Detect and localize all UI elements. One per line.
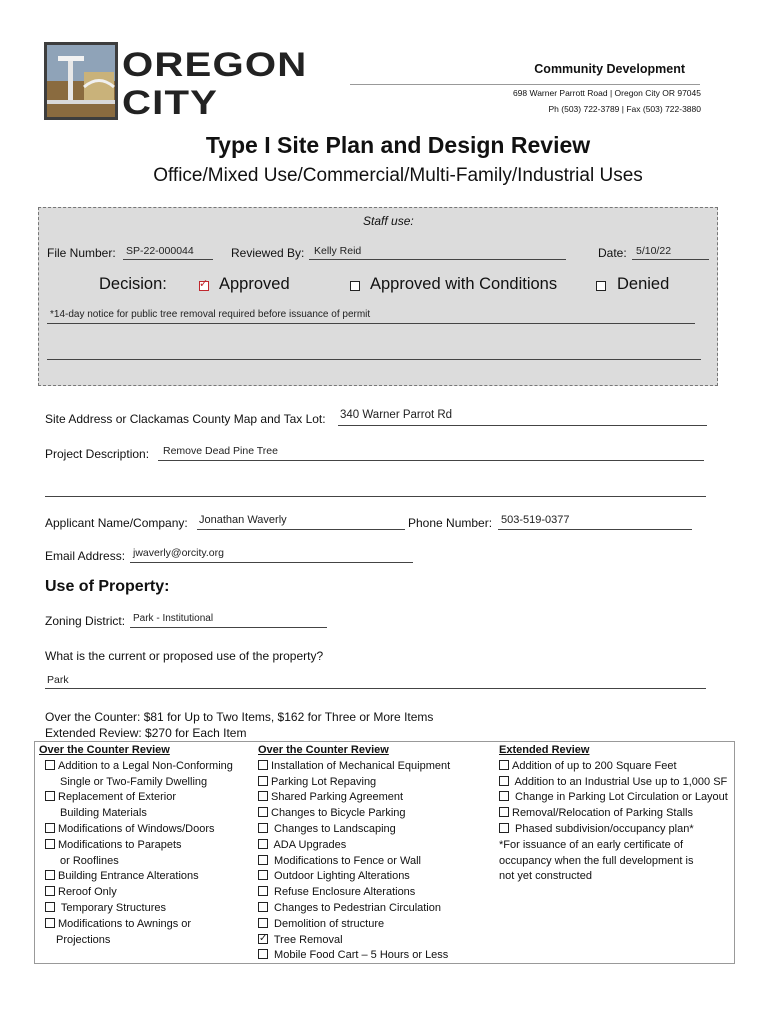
tree-removal-checkbox[interactable] (258, 934, 268, 944)
applicant-label: Applicant Name/Company: (45, 516, 188, 530)
list-item[interactable] (39, 869, 233, 885)
column-heading: Extended Review (499, 744, 590, 756)
list-item[interactable] (499, 759, 733, 775)
approved-checkbox[interactable] (199, 281, 209, 291)
logo-city-text: CITY (122, 84, 219, 122)
list-item[interactable] (258, 917, 450, 933)
logo-oregon-text: OREGON (122, 46, 308, 84)
phone-fax-line: Ph (503) 722-3789 | Fax (503) 722-3880 (548, 104, 701, 114)
checkbox[interactable] (45, 791, 55, 801)
checkbox[interactable] (258, 791, 268, 801)
denied-checkbox[interactable] (596, 281, 606, 291)
checkbox[interactable] (258, 823, 268, 833)
item-label: Outdoor Lighting Alterations (271, 870, 410, 883)
list-item[interactable] (39, 838, 233, 854)
checkbox[interactable] (499, 807, 509, 817)
use-question: What is the current or proposed use of the property? (45, 649, 324, 663)
item-label: Tree Removal (271, 933, 343, 946)
review-column-3 (499, 743, 733, 885)
project-description-line (158, 460, 704, 461)
date-line (632, 259, 709, 260)
item-label-cont: Projections (56, 933, 111, 946)
decision-label: Decision: (99, 275, 167, 293)
email-field[interactable]: jwaverly@orcity.org (133, 547, 224, 559)
project-description-label: Project Description: (45, 447, 150, 461)
item-label: Installation of Mechanical Equipment (271, 759, 451, 772)
site-address-label: Site Address or Clackamas County Map and Tax Lot: (45, 412, 326, 426)
list-item[interactable] (499, 822, 733, 838)
phone-label: Phone Number: (408, 516, 493, 530)
list-item[interactable] (499, 790, 733, 806)
checkbox[interactable] (499, 823, 509, 833)
list-item[interactable] (499, 775, 733, 791)
checkbox[interactable] (258, 839, 268, 849)
item-label: Change in Parking Lot Circulation or Layout (512, 791, 728, 804)
list-item[interactable] (258, 901, 450, 917)
footnote-line: occupancy when the full development is (499, 854, 694, 867)
list-item[interactable] (258, 775, 450, 791)
use-answer-line (45, 688, 706, 689)
item-label: ADA Upgrades (271, 838, 347, 851)
item-label-cont: Single or Two-Family Dwelling (60, 775, 208, 788)
column-heading: Over the Counter Review (39, 744, 170, 756)
date-label: Date: (598, 246, 627, 260)
column-heading: Over the Counter Review (258, 744, 389, 756)
checkbox[interactable] (45, 918, 55, 928)
list-item[interactable] (499, 806, 733, 822)
list-item[interactable] (39, 790, 233, 806)
zoning-line (130, 627, 327, 628)
checkbox[interactable] (258, 776, 268, 786)
list-item[interactable] (258, 759, 450, 775)
item-label: Removal/Relocation of Parking Stalls (512, 807, 693, 820)
checkbox[interactable] (45, 886, 55, 896)
item-label: Changes to Pedestrian Circulation (271, 901, 441, 914)
notes-line-1 (47, 323, 695, 324)
item-label: Modifications to Awnings or (58, 917, 192, 930)
file-number-line (123, 259, 213, 260)
logo-emblem-icon (44, 42, 118, 120)
site-address-line (338, 425, 707, 426)
list-item[interactable] (39, 901, 233, 917)
item-label: Phased subdivision/occupancy plan* (512, 822, 694, 835)
item-label: Mobile Food Cart – 5 Hours or Less (271, 949, 449, 962)
staff-use-heading: Staff use: (363, 214, 414, 228)
approved-with-conditions-checkbox[interactable] (350, 281, 360, 291)
item-label-cont: Building Materials (60, 807, 147, 820)
footnote-line: not yet constructed (499, 870, 592, 883)
list-item[interactable] (258, 790, 450, 806)
file-number-label: File Number: (47, 246, 116, 260)
item-label: Reroof Only (58, 886, 117, 899)
phone-line (498, 529, 692, 530)
checkbox[interactable] (258, 870, 268, 880)
checkbox[interactable] (45, 870, 55, 880)
item-label: Addition to a Legal Non-Conforming (58, 759, 233, 772)
staff-note[interactable]: *14-day notice for public tree removal required before issuance of permit (50, 309, 371, 320)
approved-label: Approved (219, 275, 290, 293)
applicant-line (197, 529, 405, 530)
reviewed-by-label: Reviewed By: (231, 246, 305, 260)
checkbox[interactable] (45, 902, 55, 912)
checkbox[interactable] (258, 949, 268, 959)
use-of-property-heading: Use of Property: (45, 578, 170, 595)
checkbox[interactable] (258, 807, 268, 817)
project-description-line-2 (45, 496, 706, 497)
notes-line-2 (47, 359, 701, 360)
list-item[interactable] (258, 806, 450, 822)
list-item[interactable] (258, 948, 450, 964)
list-item[interactable] (258, 933, 450, 949)
review-column-1 (39, 743, 233, 948)
checkbox[interactable] (258, 760, 268, 770)
list-item[interactable] (258, 838, 450, 854)
site-address-field[interactable]: 340 Warner Parrot Rd (340, 409, 453, 421)
checkbox[interactable] (45, 760, 55, 770)
checkbox[interactable] (258, 886, 268, 896)
item-label: Addition to an Industrial Use up to 1,000 SF (512, 775, 728, 788)
item-label: Temporary Structures (58, 901, 167, 914)
checkbox[interactable] (258, 902, 268, 912)
list-item[interactable] (258, 854, 450, 870)
reviewed-by-line (309, 259, 566, 260)
list-item[interactable] (258, 885, 450, 901)
address-line: 698 Warner Parrott Road | Oregon City OR 97045 (512, 88, 701, 98)
item-label: Shared Parking Agreement (271, 791, 404, 804)
list-item[interactable] (258, 869, 450, 885)
oregon-city-logo (44, 42, 336, 122)
fee-over-counter: Over the Counter: $81 for Up to Two Items, $162 for Three or More Items (45, 710, 434, 724)
email-label: Email Address: (45, 549, 126, 563)
checkbox[interactable] (499, 791, 509, 801)
checkbox[interactable] (45, 839, 55, 849)
zoning-field[interactable]: Park - Institutional (133, 613, 214, 624)
fee-extended-review: Extended Review: $270 for Each Item (45, 726, 247, 740)
item-label: Replacement of Exterior (58, 791, 176, 804)
form-subtitle: Office/Mixed Use/Commercial/Multi-Family/Industrial Uses (153, 165, 643, 186)
item-label: Changes to Landscaping (271, 822, 396, 835)
department-name: Community Development (534, 62, 685, 76)
list-item[interactable] (39, 822, 233, 838)
denied-label: Denied (617, 275, 670, 293)
checkbox[interactable] (499, 776, 509, 786)
item-label: Changes to Bicycle Parking (271, 807, 406, 820)
form-title: Type I Site Plan and Design Review (205, 132, 591, 158)
reviewed-by-field[interactable]: Kelly Reid (314, 245, 362, 257)
item-label-cont: or Rooflines (60, 854, 119, 867)
item-label: Modifications of Windows/Doors (58, 822, 215, 835)
review-column-2 (258, 743, 450, 964)
list-item[interactable] (39, 885, 233, 901)
checkbox[interactable] (258, 918, 268, 928)
list-item[interactable] (258, 822, 450, 838)
item-label: Modifications to Parapets (58, 838, 182, 851)
date-field[interactable]: 5/10/22 (636, 245, 672, 257)
item-label: Addition of up to 200 Square Feet (512, 759, 677, 772)
email-line (130, 562, 413, 563)
list-item[interactable] (39, 917, 233, 933)
item-label: Parking Lot Repaving (271, 775, 377, 788)
header-divider (350, 84, 700, 85)
item-label: Modifications to Fence or Wall (271, 854, 421, 867)
zoning-label: Zoning District: (45, 614, 126, 628)
approved-with-conditions-label: Approved with Conditions (370, 275, 558, 293)
checkbox[interactable] (499, 760, 509, 770)
use-answer-field[interactable]: Park (47, 674, 69, 686)
checkbox[interactable] (45, 823, 55, 833)
item-label: Demolition of structure (271, 917, 385, 930)
footnote-line: *For issuance of an early certificate of (499, 838, 684, 851)
item-label: Refuse Enclosure Alterations (271, 886, 416, 899)
project-description-field[interactable]: Remove Dead Pine Tree (163, 445, 278, 457)
checkbox[interactable] (258, 855, 268, 865)
applicant-field[interactable]: Jonathan Waverly (199, 514, 287, 526)
file-number-field[interactable]: SP-22-000044 (126, 245, 194, 257)
list-item[interactable] (39, 759, 233, 775)
phone-field[interactable]: 503-519-0377 (501, 514, 570, 526)
item-label: Building Entrance Alterations (58, 870, 199, 883)
